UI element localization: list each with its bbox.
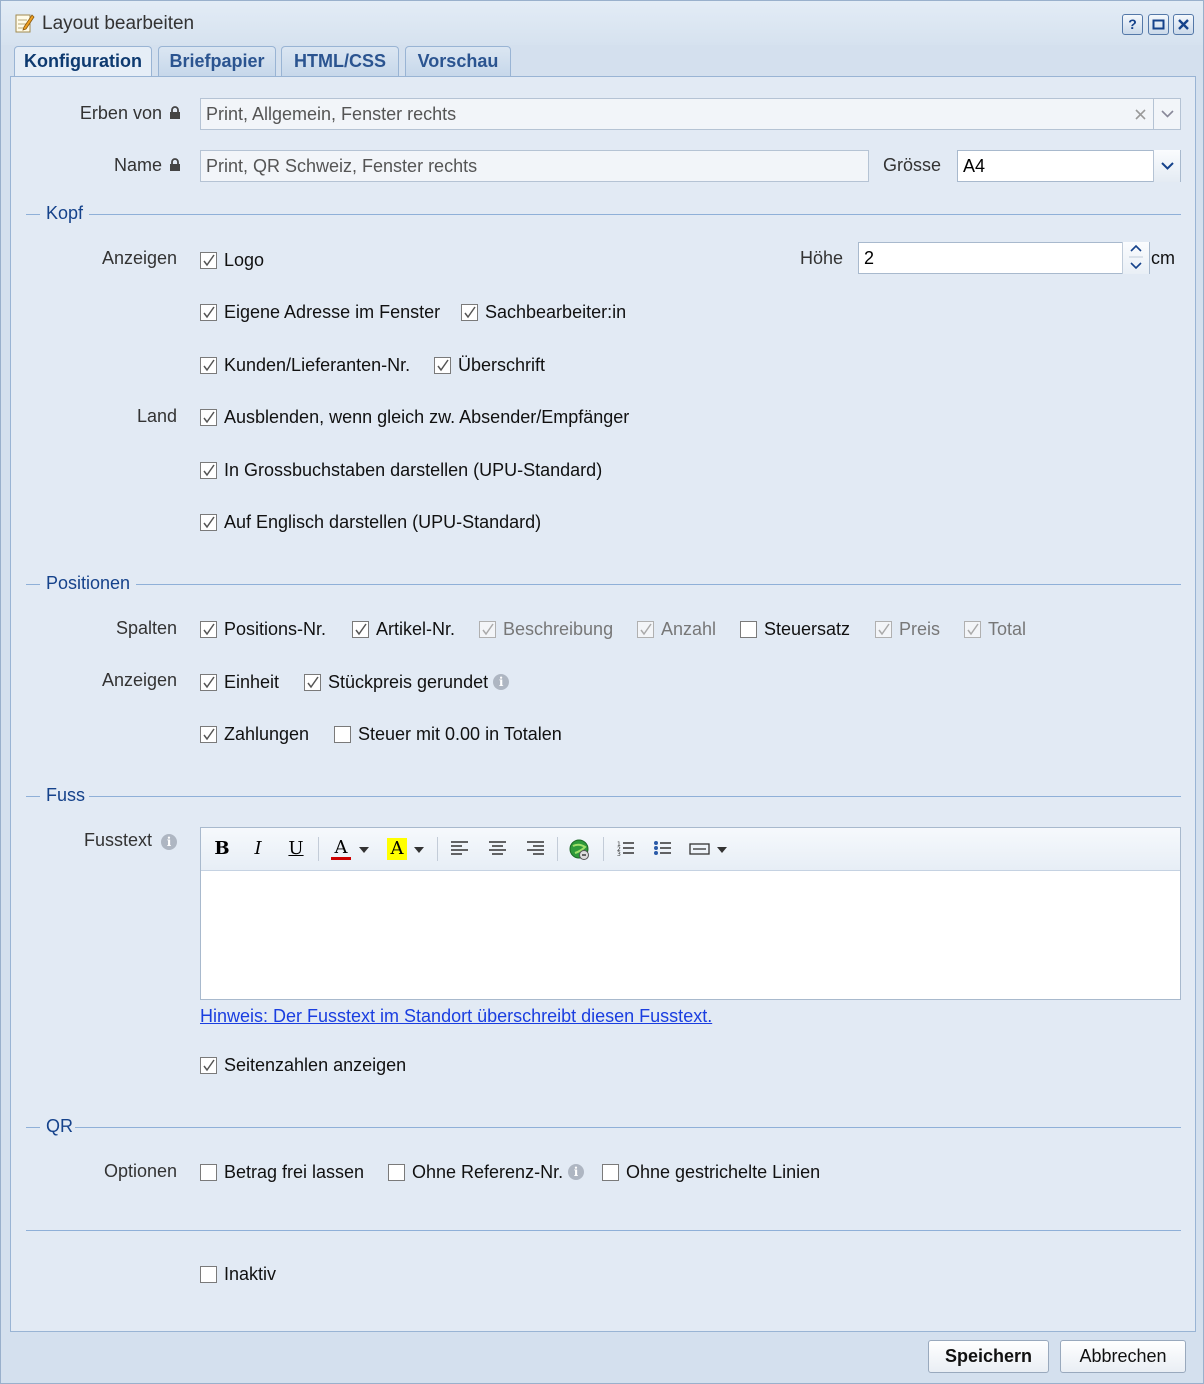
caret-down-icon[interactable] [359,847,369,853]
column-description-checkbox [479,618,613,640]
column-quantity-checkbox [637,618,716,640]
check-icon [354,623,367,636]
logo-checkbox[interactable] [200,249,264,271]
hide-same-country-label: Ausblenden, wenn gleich zw. Absender/Empfänger [224,406,630,427]
name-value: Print, QR Schweiz, Fenster rechts [206,156,478,176]
column-tax-rate-checkbox[interactable] [740,618,850,640]
lock-icon [169,158,181,171]
no-reference-label: Ohne Referenz-Nr. [412,1161,564,1182]
no-dashed-lines-checkbox[interactable] [602,1161,820,1183]
payments-label: Zahlungen [224,723,310,744]
check-icon [202,411,215,424]
hide-same-country-checkbox[interactable] [200,406,629,428]
caret-down-icon[interactable] [717,847,727,853]
check-icon [639,623,652,636]
amount-free-label: Betrag frei lassen [224,1161,365,1182]
column-total-checkbox [964,618,1026,640]
clear-icon[interactable] [1135,109,1146,120]
logo-label: Logo [224,249,265,270]
save-button[interactable]: Speichern [928,1340,1049,1373]
column-label: Preis [899,618,941,639]
check-icon [202,359,215,372]
size-label: Grösse [882,155,941,175]
insert-field-icon[interactable] [689,842,711,856]
clerk-checkbox[interactable] [461,301,626,323]
check-icon [877,623,890,636]
inherit-value: Print, Allgemein, Fenster rechts [206,104,457,124]
highlight-button[interactable]: A [387,838,407,860]
footer-hint-link[interactable]: Hinweis: Der Fusstext im Standort überschreibt diesen Fusstext. [200,1006,713,1026]
size-dropdown-trigger[interactable] [1153,150,1180,182]
font-color-button[interactable]: A [331,838,351,860]
inherit-dropdown-trigger[interactable] [1153,98,1180,130]
own-address-label: Eigene Adresse im Fenster [224,301,441,322]
customer-no-checkbox[interactable] [200,354,410,376]
own-address-checkbox[interactable] [200,301,440,323]
chevron-down-icon [1161,162,1174,170]
height-label: Höhe [799,248,843,268]
name-label [61,155,181,176]
no-reference-checkbox[interactable] [388,1161,584,1183]
section-positionen [26,573,1181,595]
kopf-show-label: Anzeigen [101,248,177,268]
inactive-checkbox[interactable] [200,1263,276,1285]
maximize-button[interactable] [1148,14,1169,35]
unit-price-rounded-label: Stückpreis gerundet [328,671,489,692]
info-icon[interactable]: i [568,1164,584,1180]
footer-text-label [61,830,177,851]
maximize-icon [1152,18,1165,31]
tab-vorschau[interactable]: Vorschau [405,46,511,77]
align-left-icon[interactable] [451,841,469,857]
underline-button[interactable]: U [288,838,304,859]
chevron-down-icon [1161,110,1174,118]
no-dashed-lines-label: Ohne gestrichelte Linien [626,1161,821,1182]
check-icon [202,1059,215,1072]
columns-label: Spalten [115,618,177,638]
svg-text:1: 1 [617,841,621,848]
check-icon [306,676,319,689]
column-price-checkbox [875,618,940,640]
name-field[interactable] [200,150,869,182]
column-label: Steuersatz [764,618,851,639]
check-icon [202,306,215,319]
section-qr [26,1116,1181,1138]
name-label-text: Name [113,155,162,175]
heading-label: Überschrift [458,354,546,375]
check-icon [202,254,215,267]
italic-button[interactable]: I [254,838,262,859]
editor-toolbar [201,828,1180,871]
check-icon [202,728,215,741]
title-bar[interactable] [1,1,1203,45]
tax-zero-label: Steuer mit 0.00 in Totalen [358,723,562,744]
window-title: Layout bearbeiten [42,13,195,34]
caret-down-icon[interactable] [414,847,424,853]
column-label: Artikel-Nr. [376,618,456,639]
check-icon [202,676,215,689]
footer-text-label-text: Fusstext [83,830,152,850]
align-right-icon[interactable] [527,841,545,857]
amount-free-checkbox[interactable] [200,1161,364,1183]
unit-checkbox[interactable] [200,671,279,693]
tab-html-css[interactable]: HTML/CSS [281,46,399,77]
height-value: 2 [864,248,875,268]
column-label: Total [988,618,1027,639]
lock-icon [169,106,181,119]
tax-zero-checkbox[interactable] [334,723,562,745]
tab-briefpapier[interactable]: Briefpapier [158,46,276,77]
column-label: Positions-Nr. [224,618,327,639]
link-icon[interactable] [569,839,591,861]
english-checkbox[interactable] [200,511,541,533]
help-button[interactable]: ? [1122,14,1143,35]
unit-label: Einheit [224,671,280,692]
positions-show-label: Anzeigen [101,670,177,690]
section-kopf [26,203,1181,225]
uppercase-label: In Grossbuchstaben darstellen (UPU-Standard) [224,459,603,480]
section-fuss [26,785,1181,807]
divider [26,1230,1181,1231]
heading-checkbox[interactable] [434,354,545,376]
inherit-label-text: Erben von [79,103,162,123]
unit-price-rounded-checkbox[interactable] [304,671,509,693]
close-button[interactable] [1173,14,1194,35]
qr-options-label: Optionen [103,1161,177,1181]
size-value: A4 [963,156,986,176]
spinner-icon [1129,242,1143,272]
payments-checkbox[interactable] [200,723,309,745]
page-numbers-label: Seitenzahlen anzeigen [224,1054,407,1075]
size-select[interactable] [957,150,1181,182]
section-title: Kopf [46,203,84,223]
column-label: Beschreibung [503,618,614,639]
section-title: Fuss [46,785,86,805]
edit-note-icon [15,12,35,34]
customer-no-label: Kunden/Lieferanten-Nr. [224,354,411,375]
info-icon[interactable]: i [161,834,177,850]
cancel-button[interactable]: Abbrechen [1060,1340,1186,1373]
column-label: Anzahl [661,618,717,639]
check-icon [966,623,979,636]
inherit-combo[interactable] [200,98,1181,130]
bold-button[interactable]: B [214,838,230,859]
page-numbers-checkbox[interactable] [200,1054,406,1076]
inherit-label [61,103,181,124]
footer-text-editor[interactable] [200,827,1181,1000]
check-icon [202,623,215,636]
align-center-icon[interactable] [489,841,507,857]
close-icon [1177,18,1190,31]
english-label: Auf Englisch darstellen (UPU-Standard) [224,511,542,532]
column-position-no-checkbox[interactable] [200,618,326,640]
check-icon [436,359,449,372]
info-icon[interactable]: i [493,674,509,690]
check-icon [202,516,215,529]
country-label: Land [136,406,177,426]
tab-konfiguration[interactable]: Konfiguration [14,46,152,78]
height-input[interactable] [858,242,1150,274]
section-title: Positionen [46,573,131,593]
svg-text:2: 2 [617,846,621,853]
inactive-label: Inaktiv [224,1263,277,1284]
section-title: QR [46,1116,73,1136]
height-unit: cm [1151,248,1175,268]
height-spinner[interactable] [1122,242,1149,274]
clerk-label: Sachbearbeiter:in [485,301,627,322]
ordered-list-icon[interactable] [617,840,635,858]
check-icon [463,306,476,319]
column-article-no-checkbox[interactable] [352,618,455,640]
check-icon [481,623,494,636]
svg-text:3: 3 [617,851,621,858]
check-icon [202,464,215,477]
unordered-list-icon[interactable] [654,840,672,858]
uppercase-checkbox[interactable] [200,459,602,481]
